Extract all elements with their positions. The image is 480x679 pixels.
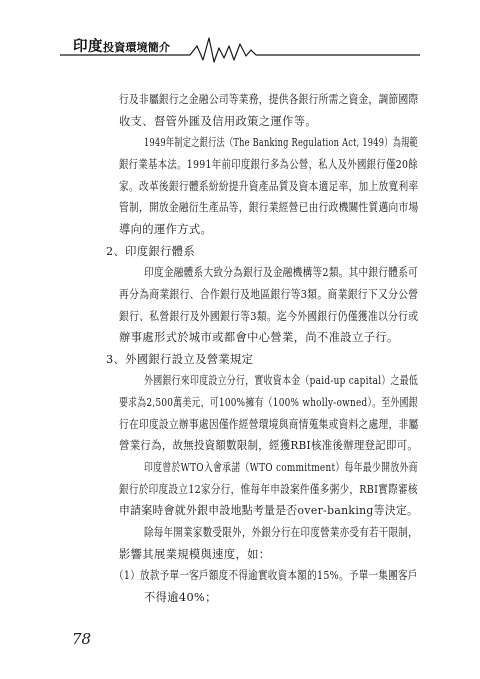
body-line: 外國銀行來印度設立分行，實收資本金（paid-up capital）之最低: [144, 374, 419, 388]
body-line: 除每年開業家數受限外，外銀分行在印度營業亦受有若干限制，: [144, 526, 418, 539]
list-item: （1）放款予單一客戶額度不得逾實收資本額的15%。予單一集團客戶: [114, 569, 418, 583]
body-line: 銀行於印度設立12家分行，惟每年申設案件僅多粥少，RBI實際審核: [119, 482, 418, 496]
body-line: 印度曾於WTO入會承諾（WTO commitment）每年最少開放外商: [144, 461, 418, 475]
header-title-main: 印度: [73, 39, 103, 55]
body-line: 家。改革後銀行體系紛紛提升資產品質及資本適足率，加上放寬利率: [119, 179, 419, 193]
body-line: 辦事處形式於城市或都會中心營業，尚不准設立子行。: [119, 331, 399, 345]
body-line: 營業行為，故無投資額數限制，經獲RBI核准後辦理登記即可。: [119, 439, 419, 453]
body-line: 行及非屬銀行之金融公司等業務，提供各銀行所需之資金，調節國際: [119, 93, 419, 106]
body-line: 導向的運作方式。: [119, 222, 213, 236]
body-line: 要求為2,500萬美元，可100%擁有（100% wholly-owned）。至外國銀: [119, 396, 418, 410]
section-heading: 3、外國銀行設立及營業規定: [106, 352, 254, 366]
body-line: 收支、督管外匯及信用政策之運作等。: [119, 114, 317, 128]
body-line: 銀行業基本法。1991年前印度銀行多為公營，私人及外國銀行僅20餘: [119, 157, 418, 171]
header-title-sub: 投資環境簡介: [103, 41, 171, 54]
body-line: 銀行、私營銀行及外國銀行等3類。迄今外國銀行仍僅獲准以分行或: [119, 309, 419, 323]
body-line: 印度金融體系大致分為銀行及金融機構等2類。其中銀行體系可: [144, 266, 419, 280]
body-line: 申請案時會就外銀申設地點考量是否over-banking等決定。: [119, 504, 419, 518]
body-line: 不得逾40%；: [144, 590, 217, 604]
body-line: 管制，開放金融衍生產品等，銀行業經營已由行政機關性質邁向市場: [119, 201, 419, 215]
body-line: 1949年制定之銀行法（The Banking Regulation Act, 1949）為規範: [144, 136, 418, 150]
section-heading: 2、印度銀行體系: [106, 244, 196, 258]
body-line: 行在印度設立辦事處因僅作經營環境與商情蒐集或資料之處理，非屬: [119, 417, 419, 431]
body-line: 影響其展業規模與速度，如：: [119, 547, 271, 561]
page-number: 78: [72, 630, 92, 648]
body-line: 再分為商業銀行、合作銀行及地區銀行等3類。商業銀行下又分公營: [119, 287, 419, 301]
